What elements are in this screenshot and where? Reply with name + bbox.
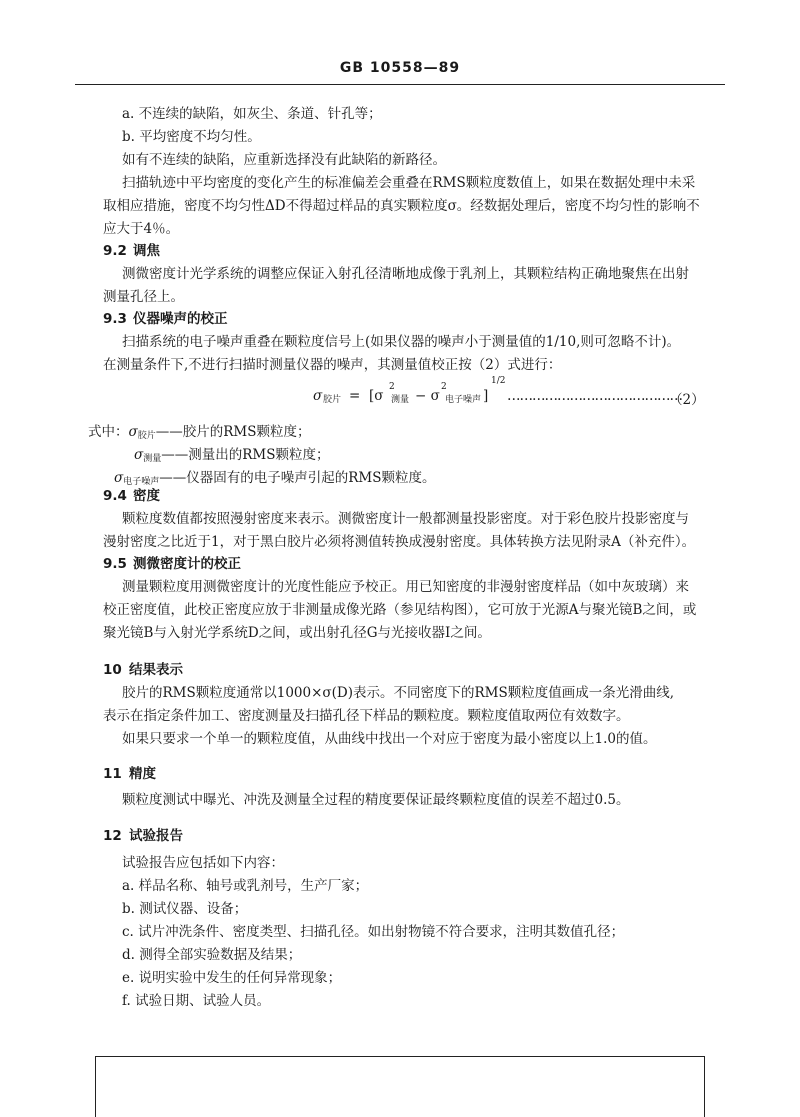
section-number: 10 (103, 662, 122, 678)
section-title: 结果表示 (129, 662, 183, 678)
para-text: 扫描系统的电子噪声重叠在颗粒度信号上(如果仪器的噪声小于测量值的1/10,则可忽略不计)。 (122, 334, 681, 350)
section-number: 9.3 (103, 311, 127, 327)
section-heading-9-5 (103, 554, 241, 574)
section-number: 9.4 (103, 488, 127, 504)
formula-2 (313, 376, 713, 410)
formula-eq: = (349, 388, 361, 404)
section-title: 精度 (129, 766, 156, 782)
section-title: 密度 (133, 488, 160, 504)
para-text: 颗粒度数值都按照漫射密度来表示。测微密度计一般都测量投影密度。对于彩色胶片投影密度与 (122, 511, 689, 527)
item-a: a. 不连续的缺陷，如灰尘、条道、针孔等； (122, 106, 382, 122)
section-number: 9.2 (103, 243, 127, 259)
para-text: 颗粒度测试中曝光、冲洗及测量全过程的精度要保证最终颗粒度值的误差不超过0.5。 (122, 792, 630, 808)
para-text: 漫射密度之比近于1，对于黑白胶片必须将测值转换成漫射密度。具体转换方法见附录A（补充件）。 (103, 534, 696, 550)
formula-sup: 2 (389, 382, 395, 392)
section-number: 12 (103, 828, 122, 844)
para-text: 测微密度计光学系统的调整应保证入射孔径清晰地成像于乳剂上，其颗粒结构正确地聚焦在出射 (122, 266, 689, 282)
footer-frame (95, 1056, 705, 1117)
report-item-a: a. 样品名称、轴号或乳剂号，生产厂家； (122, 878, 369, 894)
para-text: 胶片的RMS颗粒度通常以1000×σ(D)表示。不同密度下的RMS颗粒度值画成一条光滑曲线, (122, 685, 675, 701)
section-heading-11 (103, 764, 156, 784)
para-text: 表示在指定条件加工、密度测量及扫描孔径下样品的颗粒度。颗粒度值取两位有效数字。 (103, 708, 630, 724)
para-text: 测量颗粒度用测微密度计的光度性能应予校正。用已知密度的非漫射密度样品（如中灰玻璃）来 (122, 579, 689, 595)
section-heading-9-3 (103, 309, 228, 329)
formula-open: [σ (369, 388, 384, 404)
para-text: 在测量条件下,不进行扫描时测量仪器的噪声，其测量值校正按（2）式进行： (103, 357, 562, 373)
section-title: 仪器噪声的校正 (133, 311, 228, 327)
formula-minus: − σ (415, 388, 440, 404)
section-heading-9-4 (103, 486, 160, 506)
formula-sub: 电子噪声 (445, 395, 482, 405)
formula-sup: 2 (441, 382, 447, 392)
section-heading-9-2 (103, 241, 160, 261)
para-text: 如有不连续的缺陷，应重新选择没有此缺陷的新路径。 (122, 152, 446, 168)
formula-number: （2） (669, 392, 705, 408)
section-title: 试验报告 (129, 828, 183, 844)
formula-close: ] (483, 388, 489, 404)
para-text: 应大于4％。 (103, 221, 180, 237)
report-item-b: b. 测试仪器、设备； (122, 901, 248, 917)
formula-sub: 胶片 (323, 395, 342, 405)
where-sub: 胶片 (137, 431, 156, 441)
where-item-1 (88, 420, 310, 441)
para-text: 校正密度值，此校正密度应放于非测量成像光路（参见结构图），它可放于光源A与聚光镜B之间，或 (103, 602, 697, 618)
header-rule (75, 84, 725, 85)
where-symbol: σ (114, 470, 124, 486)
para-text: 试验报告应包括如下内容： (122, 855, 284, 871)
formula-exponent: 1/2 (491, 376, 506, 386)
where-item-2 (134, 443, 329, 464)
where-text: ——胶片的RMS颗粒度； (155, 424, 311, 440)
where-symbol: σ (134, 447, 144, 463)
report-item-d: d. 测得全部实验数据及结果； (122, 947, 302, 963)
para-text: 聚光镜B与入射光学系统D之间，或出射孔径G与光接收器I之间。 (103, 625, 491, 641)
item-b: b. 平均密度不均匀性。 (122, 129, 261, 145)
where-sub: 测量 (143, 454, 162, 464)
section-title: 测微密度计的校正 (133, 556, 241, 572)
where-text: ——测量出的RMS颗粒度； (161, 447, 330, 463)
formula-dots: …………………………………… (507, 388, 682, 404)
para-text: 取相应措施，密度不均匀性ΔD不得超过样品的真实颗粒度σ。经数据处理后，密度不均匀性的影响不 (103, 198, 700, 214)
report-item-c: c. 试片冲洗条件、密度类型、扫描孔径。如出射物镜不符合要求，注明其数值孔径； (122, 924, 625, 940)
where-symbol: σ (128, 424, 138, 440)
where-item-3 (114, 466, 435, 487)
section-number: 11 (103, 766, 122, 782)
section-number: 9.5 (103, 556, 127, 572)
section-title: 调焦 (133, 243, 160, 259)
where-sub: 电子噪声 (123, 477, 160, 487)
where-prefix: 式中： (88, 424, 129, 440)
page-header: GB 10558—89 (339, 60, 461, 76)
report-item-e: e. 说明实验中发生的任何异常现象； (122, 970, 342, 986)
section-heading-10 (103, 660, 183, 680)
para-text: 测量孔径上。 (103, 289, 184, 305)
where-text: ——仪器固有的电子噪声引起的RMS颗粒度。 (159, 470, 436, 486)
para-text: 扫描轨迹中平均密度的变化产生的标准偏差会重叠在RMS颗粒度数值上，如果在数据处理中未采 (122, 175, 696, 191)
report-item-f: f. 试验日期、试验人员。 (122, 993, 271, 1009)
formula-sigma: σ (313, 388, 323, 404)
formula-sub: 测量 (391, 395, 410, 405)
section-heading-12 (103, 826, 183, 846)
para-text: 如果只要求一个单一的颗粒度值，从曲线中找出一个对应于密度为最小密度以上1.0的值。 (122, 731, 657, 747)
